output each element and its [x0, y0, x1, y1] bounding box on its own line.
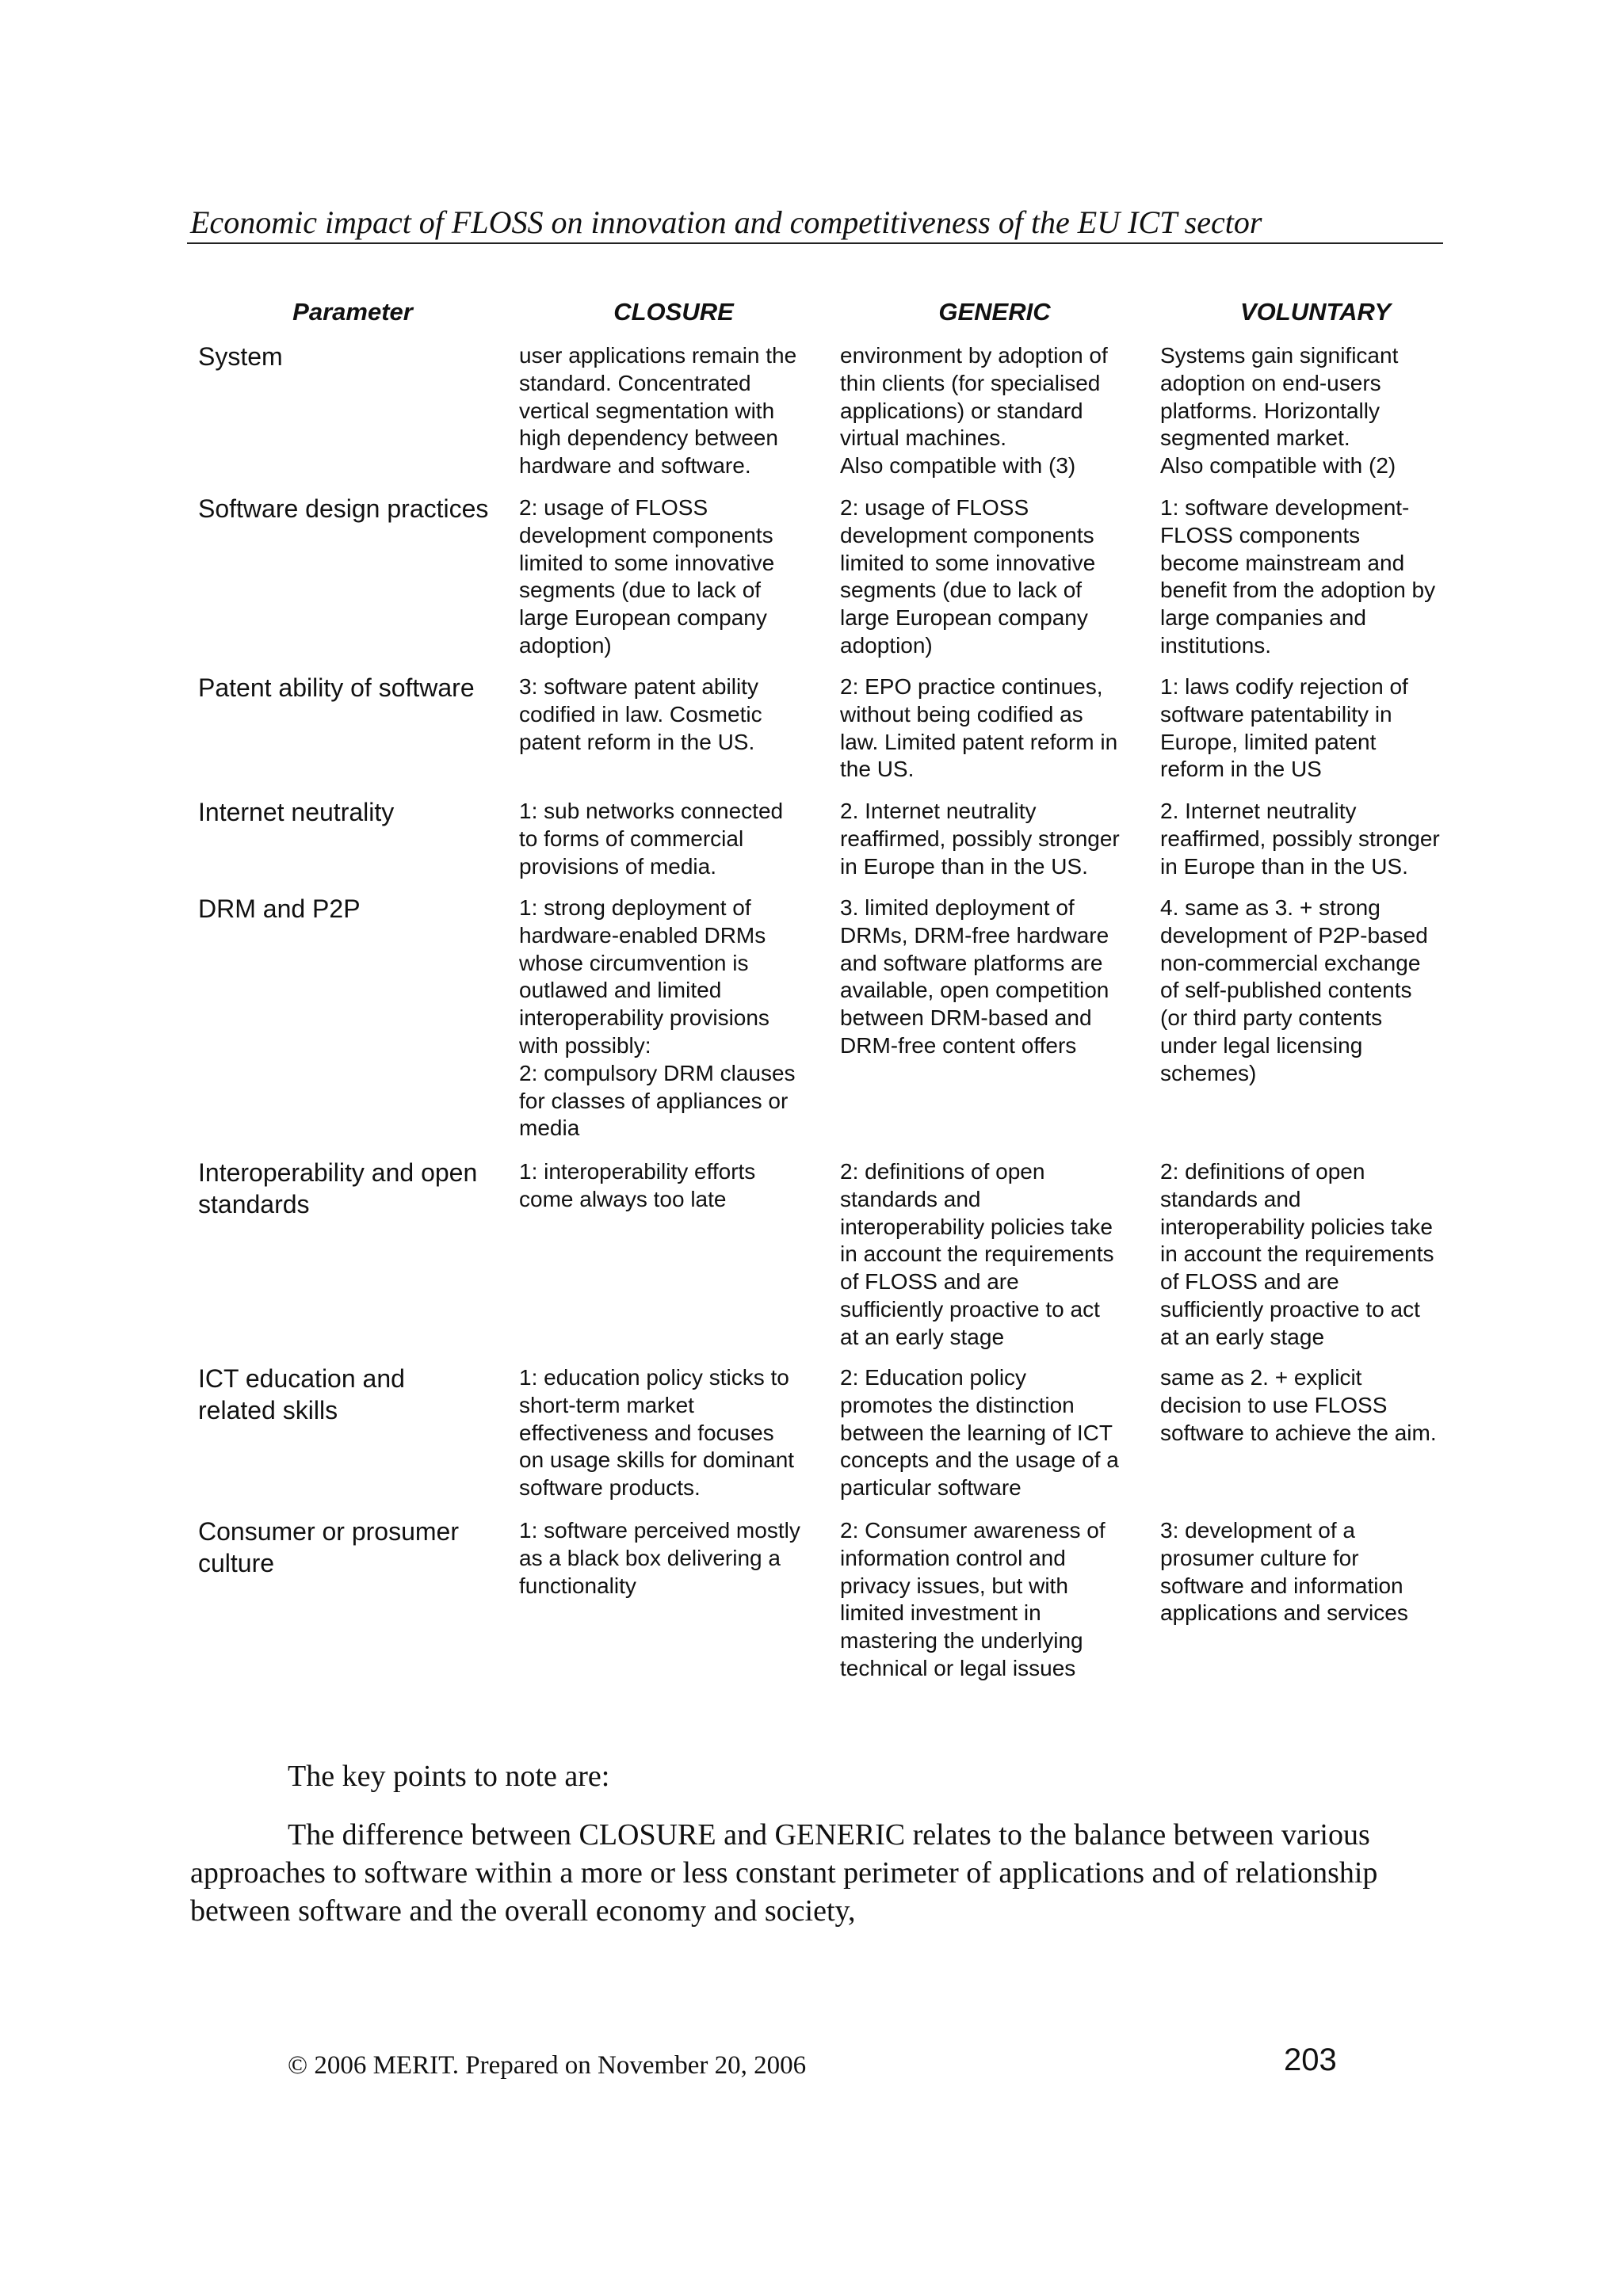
column-header-parameter: Parameter: [292, 298, 413, 326]
row-consumer-culture-closure: 1: software perceived mostly as a black box delivering a functionality: [519, 1518, 800, 1598]
row-software-design-voluntary: 1: software development- FLOSS components become mainstream and benefit from the adoption by large companies and institutions.: [1160, 495, 1436, 658]
row-interoperability-parameter: Interoperability and open standards: [198, 1158, 478, 1219]
row-interoperability-generic: 2: definitions of open standards and interoperability policies take in account the requirements of FLOSS and are sufficiently proactive to act at an early stage: [840, 1159, 1114, 1349]
column-header-generic: GENERIC: [938, 298, 1051, 326]
row-system-parameter: System: [198, 342, 283, 371]
row-patent-voluntary: 1: laws codify rejection of software patentability in Europe, limited patent reform in the US: [1160, 674, 1408, 782]
row-system-closure: user applications remain the standard. Concentrated vertical segmentation with high dependency between hardware and software.: [519, 343, 797, 479]
row-consumer-culture-voluntary: 3: development of a prosumer culture for software and information applications and services: [1160, 1518, 1408, 1626]
row-patent-closure: 3: software patent ability codified in law. Cosmetic patent reform in the US.: [519, 674, 762, 754]
body-paragraph-difference: The difference between CLOSURE and GENERIC relates to the balance between various approaches to software within a more or less constant perimeter of applications and of relationship between software and the overall economy and society,: [190, 1818, 1378, 1928]
row-software-design-parameter: Software design practices: [198, 494, 489, 523]
row-interoperability-voluntary: 2: definitions of open standards and interoperability policies take in account the requirements of FLOSS and are sufficiently proactive to act at an early stage: [1160, 1159, 1434, 1349]
body-paragraph-key-points: The key points to note are:: [288, 1760, 610, 1793]
page-number: 203: [1284, 2042, 1337, 2077]
row-drm-p2p-generic: 3. limited deployment of DRMs, DRM-free hardware and software platforms are available, open competition between DRM-based and DRM-free content offers: [840, 895, 1109, 1058]
footer-copyright: © 2006 MERIT. Prepared on November 20, 2006: [288, 2051, 807, 2080]
row-drm-p2p-parameter: DRM and P2P: [198, 894, 361, 923]
row-drm-p2p-closure: 1: strong deployment of hardware-enabled DRMs whose circumvention is outlawed and limited interoperability provisions with possibly: 2: compulsory DRM clauses for classes of appliances or media: [519, 895, 796, 1141]
row-software-design-generic: 2: usage of FLOSS development components limited to some innovative segments (due to lack of large European company adoption): [840, 495, 1096, 658]
row-consumer-culture-generic: 2: Consumer awareness of information control and privacy issues, but with limited investment in mastering the underlying technical or legal issues: [840, 1518, 1106, 1680]
row-ict-education-voluntary: same as 2. + explicit decision to use FLOSS software to achieve the aim.: [1160, 1365, 1437, 1445]
row-internet-neutrality-generic: 2. Internet neutrality reaffirmed, possibly stronger in Europe than in the US.: [840, 799, 1120, 879]
row-system-generic: environment by adoption of thin clients (for specialised applications) or standard virtual machines. Also compatible with (3): [840, 343, 1108, 479]
header-rule: [187, 242, 1443, 244]
column-header-closure: CLOSURE: [613, 298, 734, 326]
row-consumer-culture-parameter: Consumer or prosumer culture: [198, 1517, 459, 1577]
row-internet-neutrality-closure: 1: sub networks connected to forms of commercial provisions of media.: [519, 799, 784, 879]
row-drm-p2p-voluntary: 4. same as 3. + strong development of P2P-based non-commercial exchange of self-published contents (or third party contents under legal licensing schemes): [1160, 895, 1428, 1085]
row-patent-parameter: Patent ability of software: [198, 673, 475, 702]
column-header-voluntary: VOLUNTARY: [1239, 298, 1392, 326]
row-interoperability-closure: 1: interoperability efforts come always too late: [519, 1159, 756, 1211]
row-system-voluntary: Systems gain significant adoption on end-users platforms. Horizontally segmented market. Also compatible with (2): [1160, 343, 1399, 479]
row-internet-neutrality-parameter: Internet neutrality: [198, 798, 395, 826]
row-internet-neutrality-voluntary: 2. Internet neutrality reaffirmed, possibly stronger in Europe than in the US.: [1160, 799, 1440, 879]
row-ict-education-generic: 2: Education policy promotes the distinction between the learning of ICT concepts and the usage of a particular software: [840, 1365, 1119, 1501]
row-ict-education-parameter: ICT education and related skills: [198, 1364, 405, 1425]
row-software-design-closure: 2: usage of FLOSS development components limited to some innovative segments (due to lack of large European company adoption): [519, 495, 775, 658]
row-patent-generic: 2: EPO practice continues, without being codified as law. Limited patent reform in the US.: [840, 674, 1118, 782]
row-ict-education-closure: 1: education policy sticks to short-term market effectiveness and focuses on usage skills for dominant software products.: [519, 1365, 795, 1501]
running-header: Economic impact of FLOSS on innovation and competitiveness of the EU ICT sector: [190, 204, 1262, 240]
